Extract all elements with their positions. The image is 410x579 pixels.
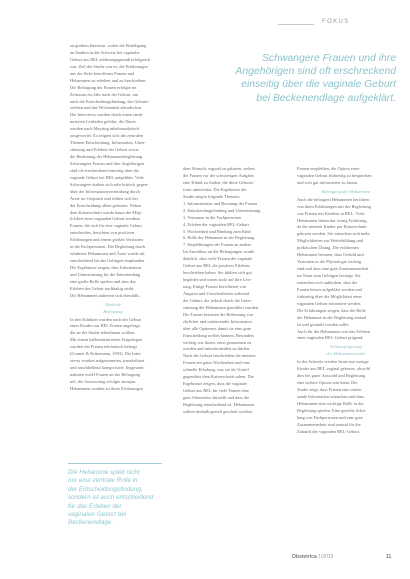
text-line: der Hebamme in der Begleitung zentral bbox=[297, 314, 367, 320]
text-line: Nach der Geburt beschrieben die meisten bbox=[183, 353, 256, 359]
text-line: einer vaginalen BEL-Geburt prägend. bbox=[297, 335, 364, 341]
text-line: von Frauen mit Kindern in BEL. Viele bbox=[297, 210, 365, 216]
left-body-text-2 bbox=[70, 317, 156, 393]
text-line: eine sichere Option sein kann. Die bbox=[297, 380, 358, 386]
text-line: In den Kliniken wurden nach der Geburt bbox=[70, 316, 142, 322]
text-line: im Team zum Gelingen beiträgt. Sie bbox=[297, 273, 361, 279]
text-line: Auch die befragten Hebammen berichten bbox=[297, 196, 370, 202]
text-line: In der Schweiz werden heute nur wenige bbox=[297, 359, 369, 365]
text-line: Im Anschluss an die Befragungen wurde bbox=[183, 249, 255, 255]
text-line: vaginalen Geburt informiert werden. bbox=[297, 300, 362, 306]
text-line: wurden die Frauen telefonisch befragt bbox=[70, 344, 137, 350]
text-line: Zukunft der vaginalen BEL-Geburt. bbox=[297, 428, 361, 434]
text-line: wurden nach Mayring inhaltsanalytisch bbox=[70, 126, 140, 132]
subhead-line: Schlussfolgerung bbox=[330, 344, 362, 350]
pull-quote-line: Beckenendlage. bbox=[68, 519, 114, 527]
text-line: Schwangere äußern sich sehr kritisch gegen- bbox=[70, 181, 149, 187]
page-number: 11 bbox=[386, 554, 392, 560]
section-title: FOKUS bbox=[322, 19, 350, 25]
pull-quote-line: vaginalen Geburt bei bbox=[68, 511, 127, 519]
text-line: da die meisten Kinder per Kaiserschnitt bbox=[297, 224, 367, 230]
text-line: wichtig war ihnen, ernst genommen zu bbox=[183, 339, 252, 345]
pull-quote-line: einseitig über die vaginale Geburt bbox=[241, 79, 396, 91]
text-line: ausgewertet. Es zeigten sich die zentralen bbox=[70, 133, 144, 139]
right-body-text-3 bbox=[297, 359, 395, 435]
text-line: Die Hebammen äußerten sich ebenfalls. bbox=[70, 292, 141, 298]
text-line: Frauen, die sich für eine vaginale Geburt bbox=[70, 223, 142, 229]
list-item: 2. Entscheidungsfindung und Unterstützung bbox=[183, 207, 261, 213]
text-line: Die Ergebnisse zeigen, dass Information bbox=[70, 265, 142, 270]
text-line: Hebammen eine wichtige Rolle in der bbox=[297, 400, 364, 406]
journal-issue: 1/2019 bbox=[316, 554, 334, 560]
text-line: lichkeit einer vaginalen Geburt erwähnt. bbox=[70, 216, 141, 222]
text-line: eine Klinik zu finden, die diese Geburts- bbox=[183, 179, 255, 185]
text-line: der Entscheidung allein gelassen. Neben bbox=[70, 202, 142, 208]
text-line: und Unterstützung für die Entscheidung bbox=[70, 271, 141, 277]
mid-body-text-2 bbox=[183, 249, 273, 416]
text-line: Ergebnisse zeigen, dass die vaginale bbox=[183, 381, 247, 387]
text-line: ist und gestärkt werden sollte. bbox=[297, 321, 350, 327]
text-line: Hebammen betonen, dass Geduld und bbox=[297, 252, 364, 258]
column-middle bbox=[183, 166, 273, 416]
text-line: tung. Einige Frauen berichteten von bbox=[183, 284, 247, 290]
text-line: der Geburt, die jedoch durch die Unter- bbox=[183, 297, 253, 303]
text-line: über alle Optionen, damit sie eine gute bbox=[183, 325, 251, 331]
text-line: stützung und Erleben der Geburt sowie bbox=[70, 147, 139, 153]
text-line: gute Alternative darstellt und dass die bbox=[183, 395, 250, 401]
text-line: deutlich, dass viele Frauen die vaginale bbox=[183, 256, 253, 262]
text-line: die an der Studie teilnehmen wollten. bbox=[70, 330, 136, 336]
right-subhead-1 bbox=[297, 189, 395, 196]
subhead-line: der Hebammenstudie bbox=[326, 351, 366, 357]
left-subhead bbox=[70, 302, 156, 316]
text-line: teil, die Auswertung erfolgte anonym. bbox=[70, 378, 137, 384]
text-line: Hebammen wurden zu ihren Erfahrungen bbox=[70, 385, 143, 391]
text-line: Geburt aus BEL als positives Erlebnis bbox=[183, 263, 250, 269]
pull-quote-line: Schwangere Frauen und ihre bbox=[261, 53, 396, 64]
text-line: eines Kindes aus BEL Frauen angefragt, bbox=[70, 323, 141, 329]
pull-quote-top bbox=[160, 52, 396, 105]
text-line: Frauen besser aufgeklärt werden und bbox=[297, 286, 362, 292]
text-line: erfahrene Hebammen und Ärzte wurde als bbox=[70, 251, 145, 257]
list-item: 7. Empfehlungen der Frauen an andere bbox=[183, 242, 252, 248]
text-line: eine große Rolle spielen und dass das bbox=[70, 278, 136, 284]
text-line: dem Kaiserschnitt wurde kaum die Mög- bbox=[70, 209, 143, 215]
list-item: 5. Wochenbett und Bindung zum Kind bbox=[183, 228, 251, 234]
text-line: Hebammen haben nur wenig Erfahrung, bbox=[297, 217, 368, 223]
text-line: in die Fachpersonen. Die Begleitung durch bbox=[70, 244, 146, 250]
text-line: Geburt aus BEL erfahrungsgemäß erfolgreich bbox=[70, 56, 151, 62]
text-line: Themen Entscheidung, Information, Unter- bbox=[70, 140, 147, 146]
text-line: nahmen zwölf Frauen an der Befragung bbox=[70, 372, 140, 377]
text-line: vaginale Geburt bei BEL aufgeklärt. Viele bbox=[70, 174, 145, 180]
text-line: sollten deshalb gezielt geschult werden. bbox=[183, 408, 253, 414]
text-line: Kinder aus BEL vaginal geboren, obwohl bbox=[297, 366, 370, 372]
text-line: wünschen sich außerdem, dass die bbox=[297, 279, 358, 285]
text-line: und sich gut informieren zu lassen. bbox=[297, 179, 359, 185]
text-line: ehrlicher und umfassender Information bbox=[183, 318, 252, 324]
list-item: 1. Informationen und Beratung der Frauen bbox=[183, 200, 258, 206]
text-line: praktischen Übung. Die erfahrenen bbox=[297, 245, 359, 251]
text-line: werden und mitentscheiden zu dürfen. bbox=[183, 346, 251, 352]
column-right bbox=[297, 166, 395, 436]
text-line: Erleben der Geburt nachhaltig wirkt. bbox=[70, 285, 135, 291]
text-line: und anschließend kategorisiert. Insgesamt bbox=[70, 365, 144, 371]
text-line: sind oft erschreckend einseitig über die bbox=[70, 167, 139, 173]
journal-name bbox=[292, 554, 333, 560]
left-body-text bbox=[70, 43, 156, 300]
text-line: Vertrauen in die Physiologie wichtig bbox=[297, 259, 362, 265]
right-body-text-2 bbox=[297, 197, 395, 343]
text-line: erleben und das Wochenbett abzudecken. bbox=[70, 105, 143, 111]
text-line: Entscheidung treffen können. Besonders bbox=[183, 332, 255, 338]
text-line: Auch für die Hebammen war das Erleben bbox=[297, 328, 370, 334]
mid-numbered-list bbox=[183, 201, 273, 250]
text-line: form unterstützt. Die Ergebnisse der bbox=[183, 186, 247, 192]
text-line: dies bei guter Auswahl und Begleitung bbox=[297, 373, 366, 379]
text-line: Studie zeigen folgende Themen: bbox=[183, 193, 240, 199]
subhead-line: Methode bbox=[104, 301, 122, 307]
text-line: stützung der Hebammen gemildert wurden. bbox=[183, 304, 260, 310]
text-line: an Studien in der Schweiz bei vaginaler bbox=[70, 49, 140, 55]
text-line: Die Befragung der Frauen erfolgte im bbox=[70, 84, 137, 90]
text-line: zu großem Interesse, wobei die Beteiligung bbox=[70, 43, 147, 48]
text-line: frühzeitig über die Möglichkeit einer bbox=[297, 293, 362, 299]
header-rule bbox=[278, 24, 314, 25]
mid-body-text bbox=[183, 166, 273, 201]
text-line: Begleitung entscheidend ist. Hebammen bbox=[183, 401, 254, 407]
text-line: entschieden, berichten von positiven bbox=[70, 230, 135, 236]
text-line: (Cramer & Krützmann, 1993). Die Inter- bbox=[70, 351, 142, 357]
text-line: Frauen ein gutes Wochenbett und eine bbox=[183, 360, 250, 366]
pull-quote-line: sondern ist auch entscheidend bbox=[68, 494, 154, 502]
subhead-line: Befragung bbox=[103, 308, 123, 314]
text-line: Studie zeigt, dass Frauen eine umfas- bbox=[297, 386, 363, 392]
text-line: Ärzte im Gespräch und fühlen sich bei bbox=[70, 195, 138, 201]
subhead-line: Befragung der Hebammen bbox=[321, 188, 371, 194]
list-item: 6. Rolle der Hebamme in der Begleitung bbox=[183, 235, 255, 241]
text-line: begleitet und waren stolz auf ihre Leis- bbox=[183, 277, 252, 283]
text-line: turierten Leitfaden geführt, die Daten bbox=[70, 119, 136, 125]
text-line: Frauen empfehlen, die Option einer bbox=[297, 166, 360, 171]
text-line: über der Informationsvermittlung durch bbox=[70, 188, 140, 194]
text-line: lung von Fachpersonen und eine gute bbox=[297, 414, 363, 420]
right-subhead-2 bbox=[297, 344, 395, 358]
text-line: Erfahrungen und einem großen Vertrauen bbox=[70, 237, 143, 243]
journal-title: Obstetrica bbox=[292, 554, 317, 560]
text-line: gegenüber dem Kaiserschnitt sahen. Die bbox=[183, 374, 254, 380]
column-left bbox=[70, 43, 156, 393]
page-header bbox=[0, 19, 410, 29]
pull-quote-line: für das Erleben der bbox=[68, 502, 122, 510]
page-footer bbox=[0, 554, 410, 564]
text-line: Möglichkeiten zur Weiterbildung und bbox=[297, 238, 364, 244]
list-item: 4. Erleben der vaginalen BEL-Geburt bbox=[183, 221, 249, 227]
pull-quote-line: Angehörigen sind oft erschreckend bbox=[235, 66, 396, 78]
text-line: vaginalen Geburt frühzeitig zu besprechen bbox=[297, 172, 372, 178]
text-line: Mit einem halbstrukturierten Fragebogen bbox=[70, 337, 143, 343]
text-line: Zusammenarbeit sind zentral für die bbox=[297, 421, 361, 427]
text-line: dem Wunsch, vaginal zu gebären, stehen bbox=[183, 166, 255, 171]
text-line: Zeitraum ein Jahr nach der Geburt, um bbox=[70, 91, 139, 97]
text-line: Die Erfahrungen zeigen, dass die Rolle bbox=[297, 307, 366, 313]
text-line: Die Interviews wurden durch einen struk- bbox=[70, 112, 144, 118]
text-line: die Frauen vor der schwierigen Aufgabe, bbox=[183, 172, 255, 178]
text-line: schnelle Erholung, was sie als Vorteil bbox=[183, 367, 249, 373]
text-line: von ihren Erfahrungen mit der Begleitung bbox=[297, 203, 371, 209]
text-line: geboren werden. Sie wünschen sich mehr bbox=[297, 231, 370, 237]
right-body-text bbox=[297, 166, 395, 187]
text-line: beschrieben haben. Sie fühlten sich gut bbox=[183, 270, 252, 276]
text-line: Geburt aus BEL für viele Frauen eine bbox=[183, 388, 249, 394]
text-line: Begleitung spielen. Eine gezielte Schu- bbox=[297, 407, 367, 413]
text-line: Hebammen zu erheben und zu beschreiben. bbox=[70, 77, 147, 83]
text-line: sind und dass eine gute Zusammenarbeit bbox=[297, 266, 369, 272]
list-item: 3. Vertrauen in die Fachpersonen bbox=[183, 214, 241, 220]
pull-quote-bottom bbox=[68, 463, 162, 528]
text-line: Schwangere Frauen und ihre Angehörigen bbox=[70, 160, 145, 166]
text-line: Ängsten und Unsicherheiten während bbox=[183, 290, 250, 296]
text-line: views wurden aufgenommen, transkribiert bbox=[70, 358, 145, 364]
text-line: auch die Entscheidungsfindung, das Geburts- bbox=[70, 98, 150, 104]
pull-quote-line: nur eine zentrale Rolle in bbox=[68, 477, 138, 485]
text-line: aus der Sicht betroffener Frauen und bbox=[70, 70, 135, 76]
text-line: Die Frauen betonten die Bedeutung von bbox=[183, 311, 254, 317]
pull-quote-line: Die Hebamme spielt nicht bbox=[68, 469, 140, 476]
text-line: die Bedeutung der Hebammenbegleitung. bbox=[70, 154, 144, 159]
text-line: sende Information wünschen und dass bbox=[297, 393, 365, 399]
text-line: war. Ziel der Studie war es, die Erfahrungen bbox=[70, 63, 148, 69]
pull-quote-line: bei Beckenendlage aufgeklärt. bbox=[256, 92, 396, 104]
pull-quote-line: der Entscheidungsfindung, bbox=[68, 485, 143, 493]
text-line: entscheidend für das Gelingen empfunden. bbox=[70, 258, 146, 264]
